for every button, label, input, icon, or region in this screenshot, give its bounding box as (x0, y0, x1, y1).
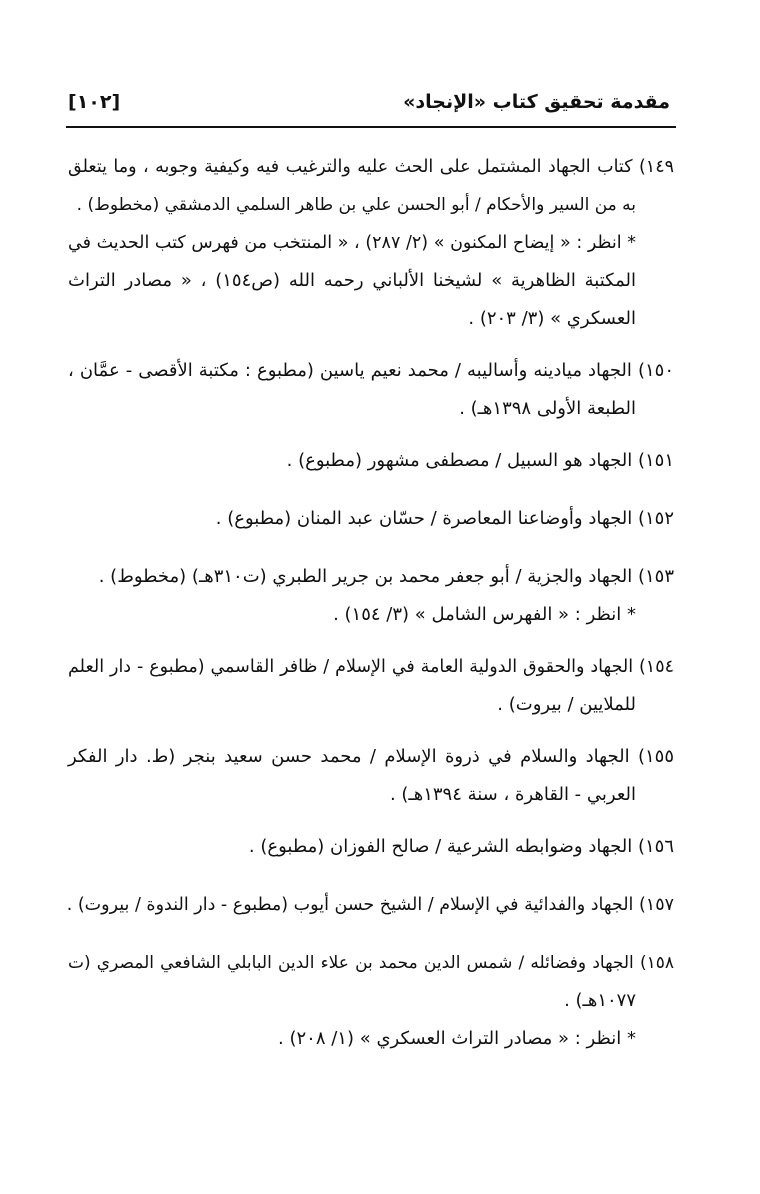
entry-line: ١٥٥) الجهاد والسلام في ذروة الإسلام / محمد حسن سعيد بنجر (ط. دار الفكر (68, 746, 674, 767)
entry-155 (68, 738, 674, 814)
entry-line: ١٥٨) الجهاد وفضائله / شمس الدين محمد بن علاء الدين البابلي الشافعي المصري (ت (68, 953, 674, 973)
entry-line: به من السير والأحكام / أبو الحسن علي بن طاهر السلمي الدمشقي (مخطوط) . (76, 195, 636, 215)
entry-line: ١٥٤) الجهاد والحقوق الدولية العامة في الإسلام / ظافر القاسمي (مطبوع - دار العلم (68, 657, 674, 677)
entry-150 (68, 352, 674, 428)
entry-line: العسكري » (٣/ ٢٠٣) . (468, 308, 636, 329)
entry-154 (68, 648, 674, 724)
entry-line: الطبعة الأولى ١٣٩٨هـ) . (459, 398, 636, 419)
entry-line: * انظر : « إيضاح المكنون » (٢/ ٢٨٧) ، « المنتخب من فهرس كتب الحديث في (68, 233, 636, 253)
header-divider (66, 126, 676, 128)
entry-151 (68, 442, 674, 480)
entry-line: ١٥٣) الجهاد والجزية / أبو جعفر محمد بن جرير الطبري (ت٣١٠هـ) (مخطوط) . (98, 566, 674, 587)
entry-156 (68, 828, 674, 866)
page-number: [١٠٢] (68, 91, 121, 113)
entry-152 (68, 500, 674, 538)
entry-158 (68, 944, 674, 1058)
entry-line: المكتبة الظاهرية » لشيخنا الألباني رحمه الله (ص١٥٤) ، « مصادر التراث (68, 270, 636, 291)
entry-line: * انظر : « الفهرس الشامل » (٣/ ١٥٤) . (333, 604, 636, 625)
bibliography-list (68, 148, 674, 1072)
page-header (68, 82, 670, 122)
entry-153 (68, 558, 674, 634)
running-title: مقدمة تحقيق كتاب «الإنجاد» (403, 91, 670, 113)
entry-149 (68, 148, 674, 338)
entry-line: ١٥٧) الجهاد والفدائية في الإسلام / الشيخ حسن أيوب (مطبوع - دار الندوة / بيروت) . (66, 895, 674, 915)
entry-line: ١٥٢) الجهاد وأوضاعنا المعاصرة / حسّان عبد المنان (مطبوع) . (215, 508, 674, 529)
entry-line: ١٥٠) الجهاد ميادينه وأساليبه / محمد نعيم ياسين (مطبوع : مكتبة الأقصى - عمَّان ، (68, 360, 674, 381)
entry-line: ١٠٧٧هـ) . (564, 990, 636, 1011)
entry-line: * انظر : « مصادر التراث العسكري » (١/ ٢٠٨) . (278, 1028, 636, 1049)
entry-line: ١٤٩) كتاب الجهاد المشتمل على الحث عليه والترغيب فيه وكيفية وجوبه ، وما يتعلق (68, 157, 674, 177)
entry-157 (68, 886, 674, 924)
entry-line: للملايين / بيروت) . (497, 694, 636, 715)
entry-line: ١٥٦) الجهاد وضوابطه الشرعية / صالح الفوزان (مطبوع) . (248, 836, 674, 857)
entry-line: ١٥١) الجهاد هو السبيل / مصطفى مشهور (مطبوع) . (286, 450, 674, 471)
entry-line: العربي - القاهرة ، سنة ١٣٩٤هـ) . (389, 784, 636, 805)
